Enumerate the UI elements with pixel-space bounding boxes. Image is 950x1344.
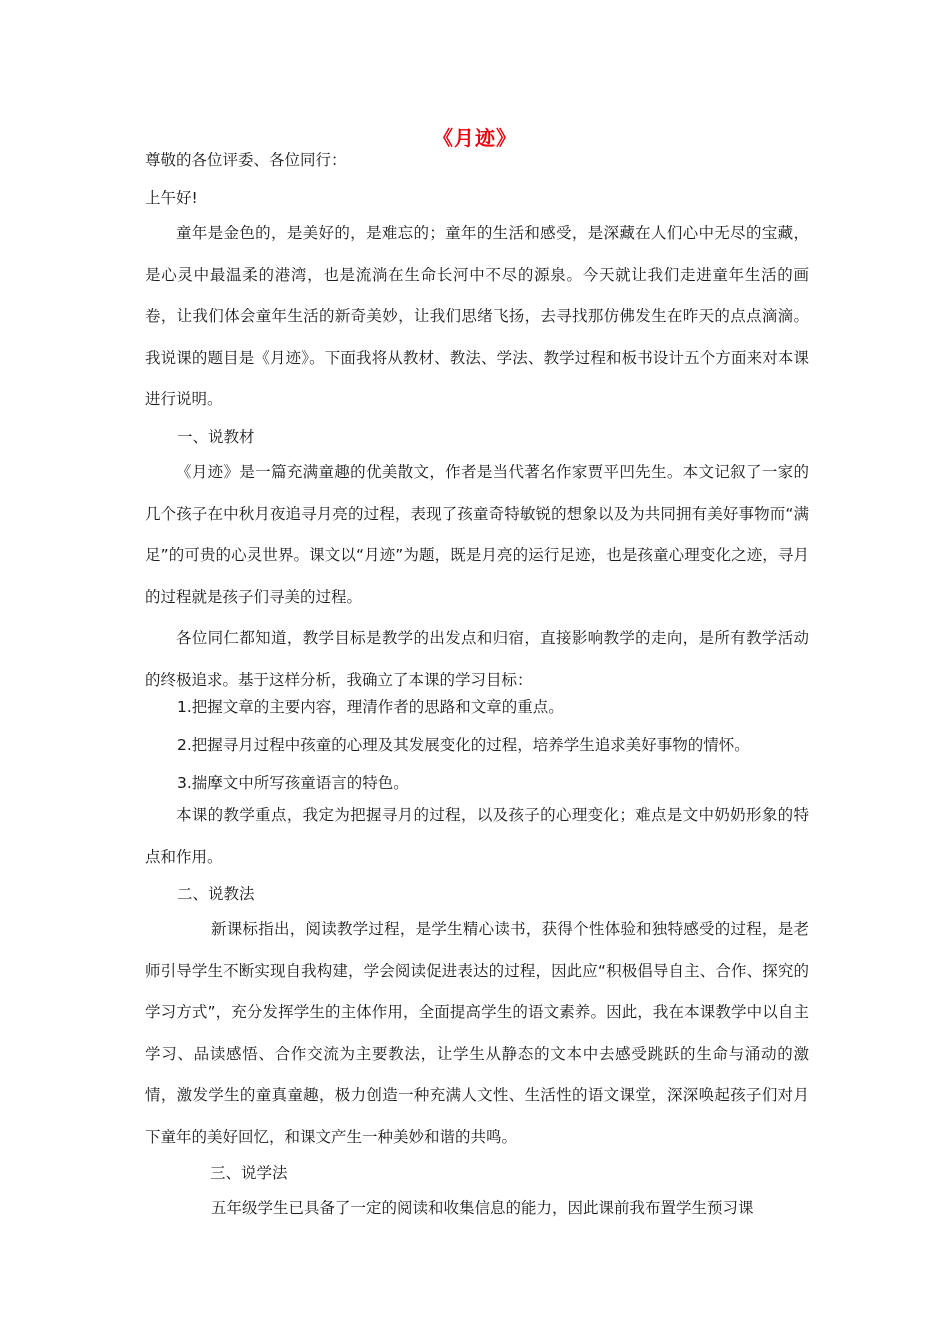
goal-item: 1.把握文章的主要内容，理清作者的思路和文章的重点。 [177,698,564,716]
goal-item: 3.揣摩文中所写孩童语言的特色。 [177,774,409,792]
document-title: 《月迹》 [433,126,517,150]
learning-paragraph: 五年级学生已具备了一定的阅读和收集信息的能力，因此课前我布置学生预习课 [211,1199,754,1217]
section-heading-methods: 二、说教法 [177,885,255,903]
goal-item: 2.把握寻月过程中孩童的心理及其发展变化的过程，培养学生追求美好事物的情怀。 [177,736,750,754]
section-heading-materials: 一、说教材 [177,428,255,446]
salutation: 上午好! [145,189,198,207]
objectives-paragraph: 各位同仁都知道，教学目标是教学的出发点和归宿，直接影响教学的走向，是所有教学活动的终极追求。基于这样分析，我确立了本课的学习目标： [145,629,809,689]
section-heading-learning: 三、说学法 [210,1164,288,1182]
greeting: 尊敬的各位评委、各位同行： [145,151,347,169]
intro-paragraph: 童年是金色的，是美好的，是难忘的；童年的生活和感受，是深藏在人们心中无尽的宝藏，是心灵中最温柔的港湾，也是流淌在生命长河中不尽的源泉。今天就让我们走进童年生活的画卷，让我们体会童年生活的新奇美妙，让我们思绪飞扬，去寻找那仿佛发生在昨天的点点滴滴。我说课的题目是《月迹》。下面我将从教材、教法、学法、教学过程和板书设计五个方面来对本课进行说明。 [145,224,809,408]
methods-paragraph: 新课标指出，阅读教学过程，是学生精心读书，获得个性体验和独特感受的过程，是老师引导学生不断实现自我构建，学会阅读促进表达的过程，因此应“积极倡导自主、合作、探究的学习方式”，充分发挥学生的主体作用，全面提高学生的语文素养。因此，我在本课教学中以自主学习、品读感悟、合作交流为主要教法，让学生从静态的文本中去感受跳跃的生命与涌动的激情，激发学生的童真童趣，极力创造一种充满人文性、生活性的语文课堂，深深唤起孩子们对月下童年的美好回忆，和课文产生一种美妙和谐的共鸣。 [145,920,809,1146]
materials-paragraph: 《月迹》是一篇充满童趣的优美散文，作者是当代著名作家贾平凹先生。本文记叙了一家的几个孩子在中秋月夜追寻月亮的过程，表现了孩童奇特敏锐的想象以及为共同拥有美好事物而“满足”的可贵的心灵世界。课文以“月迹”为题，既是月亮的运行足迹，也是孩童心理变化之迹，寻月的过程就是孩子们寻美的过程。 [145,463,809,606]
key-points-paragraph: 本课的教学重点，我定为把握寻月的过程，以及孩子的心理变化；难点是文中奶奶形象的特点和作用。 [145,806,809,866]
